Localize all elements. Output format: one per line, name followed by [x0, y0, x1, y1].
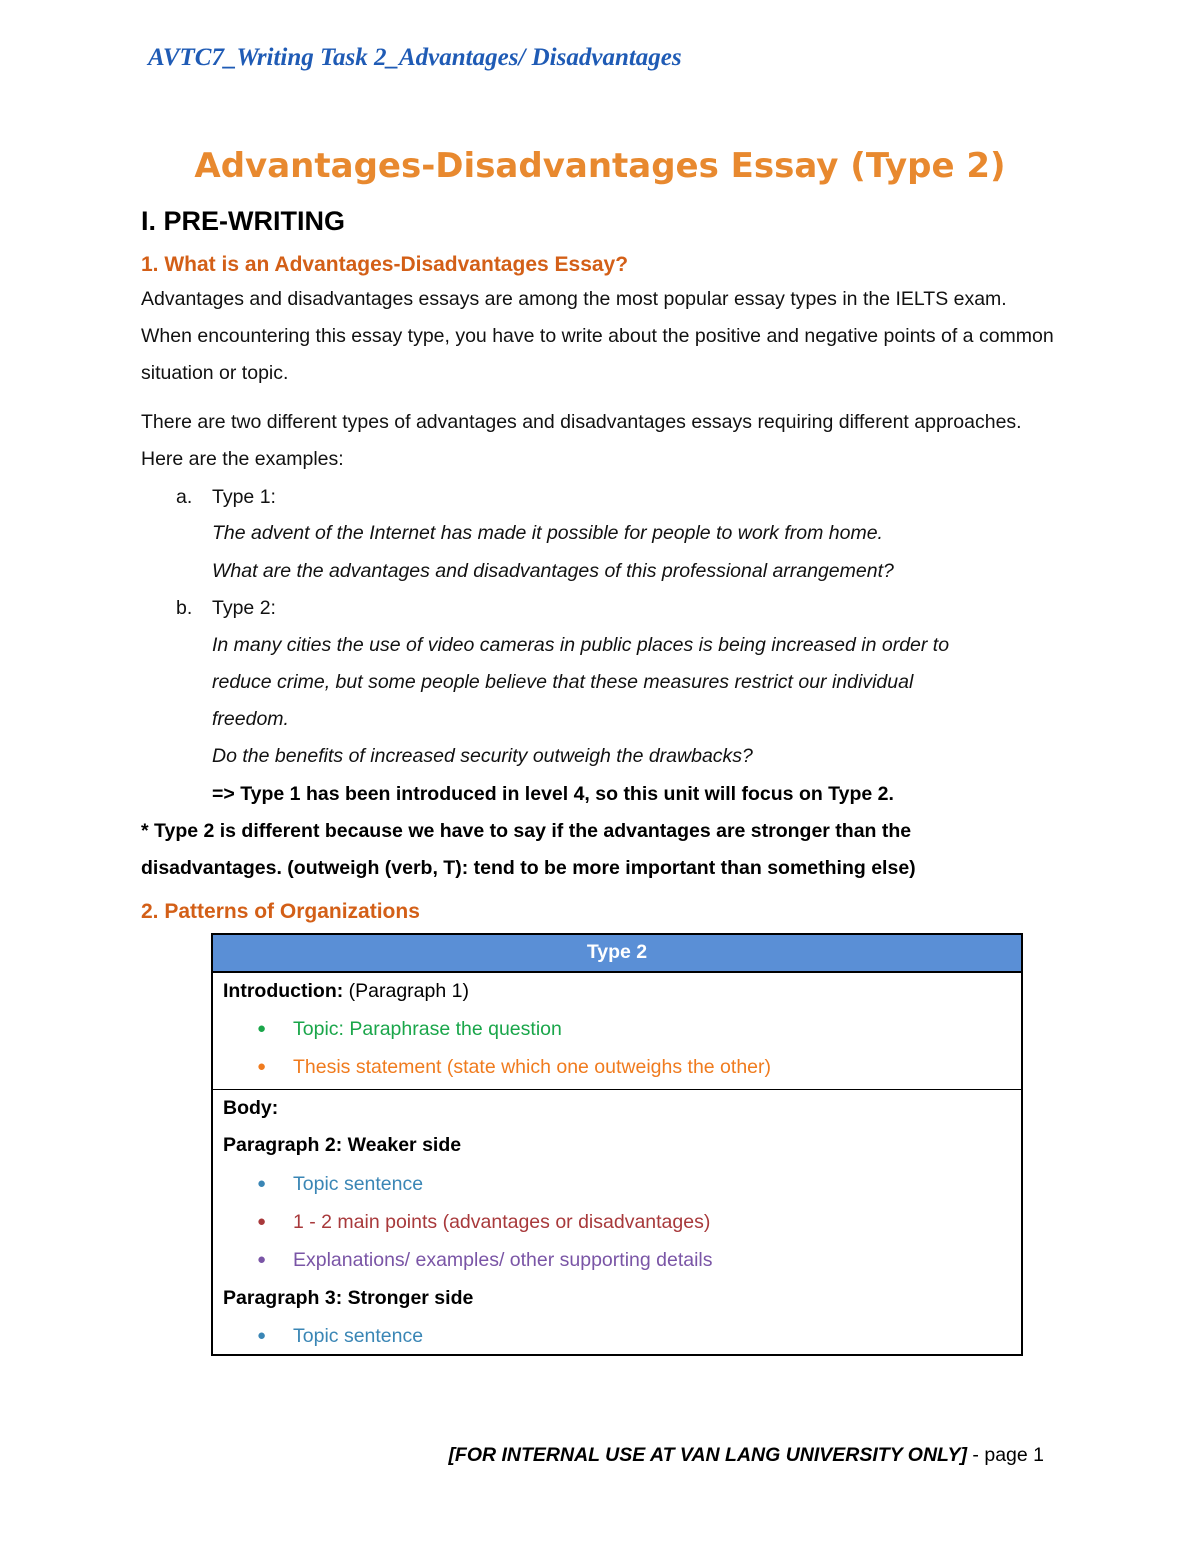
list-item-type2: [0, 590, 1200, 627]
bullet-icon: ●: [257, 1251, 267, 1268]
bullet-text: Topic sentence: [293, 1173, 424, 1195]
organization-table: [211, 933, 1023, 1356]
page-footer: [448, 1444, 1044, 1467]
subsection-heading-2: 2. Patterns of Organizations: [141, 900, 420, 923]
page-number: - page 1: [967, 1444, 1044, 1466]
example-line: In many cities the use of video cameras in public places is being increased in order to: [212, 634, 950, 656]
introduction-line: [223, 973, 469, 1009]
list-marker: a.: [176, 486, 193, 508]
type2-note-line1: * Type 2 is different because we have to say if the advantages are stronger than the: [141, 820, 912, 842]
page-header: AVTC7_Writing Task 2_Advantages/ Disadvantages: [148, 44, 682, 71]
bullet-icon: ●: [257, 1327, 267, 1344]
bullet-text: Topic: Paraphrase the question: [293, 1018, 562, 1040]
list-item-label: Type 2:: [212, 597, 276, 619]
list-item-type1: [0, 479, 1200, 516]
paragraph2-label: Paragraph 2: Weaker side: [223, 1134, 462, 1156]
bullet-text: Thesis statement (state which one outweighs the other): [293, 1056, 771, 1078]
subsection-heading-1: 1. What is an Advantages-Disadvantages Essay?: [141, 253, 629, 276]
table-header: Type 2: [213, 935, 1021, 973]
example-line: freedom.: [212, 708, 289, 730]
bullet-icon: ●: [257, 1175, 267, 1192]
bullet-icon: ●: [257, 1213, 267, 1230]
footer-notice: [FOR INTERNAL USE AT VAN LANG UNIVERSITY ONLY]: [448, 1444, 968, 1466]
introduction-label: Introduction:: [223, 980, 344, 1002]
intro-paragraph: Advantages and disadvantages essays are among the most popular essay types in the IELTS exam. When encountering this essay type, you have to write about the positive and negative points of a common situation or topic.: [141, 288, 1054, 384]
bullet-icon: ●: [257, 1058, 267, 1075]
body-label: Body:: [223, 1097, 279, 1119]
table-cell-body: [213, 1090, 1021, 1354]
bullet-icon: ●: [257, 1020, 267, 1037]
example-line: reduce crime, but some people believe that these measures restrict our individual: [212, 671, 914, 693]
list-marker: b.: [176, 597, 193, 619]
focus-note: => Type 1 has been introduced in level 4, so this unit will focus on Type 2.: [212, 783, 894, 805]
example-line: The advent of the Internet has made it possible for people to work from home.: [212, 522, 883, 544]
types-paragraph: There are two different types of advantages and disadvantages essays requiring different approaches. Here are the examples:: [141, 411, 1022, 470]
paragraph3-label: Paragraph 3: Stronger side: [223, 1287, 474, 1309]
introduction-note: (Paragraph 1): [343, 980, 469, 1002]
bullet-text: Topic sentence: [293, 1325, 424, 1347]
example-line: Do the benefits of increased security outweigh the drawbacks?: [212, 745, 753, 767]
bullet-text: Explanations/ examples/ other supporting details: [293, 1249, 713, 1271]
document-title: Advantages-Disadvantages Essay (Type 2): [194, 146, 1006, 186]
section-heading: I. PRE-WRITING: [141, 206, 345, 236]
bullet-text: 1 - 2 main points (advantages or disadvantages): [293, 1211, 711, 1233]
table-cell-introduction: [213, 973, 1021, 1090]
example-line: What are the advantages and disadvantages of this professional arrangement?: [212, 560, 894, 582]
type2-note-line2: disadvantages. (outweigh (verb, T): tend to be more important than something else): [141, 857, 916, 879]
list-item-label: Type 1:: [212, 486, 276, 508]
